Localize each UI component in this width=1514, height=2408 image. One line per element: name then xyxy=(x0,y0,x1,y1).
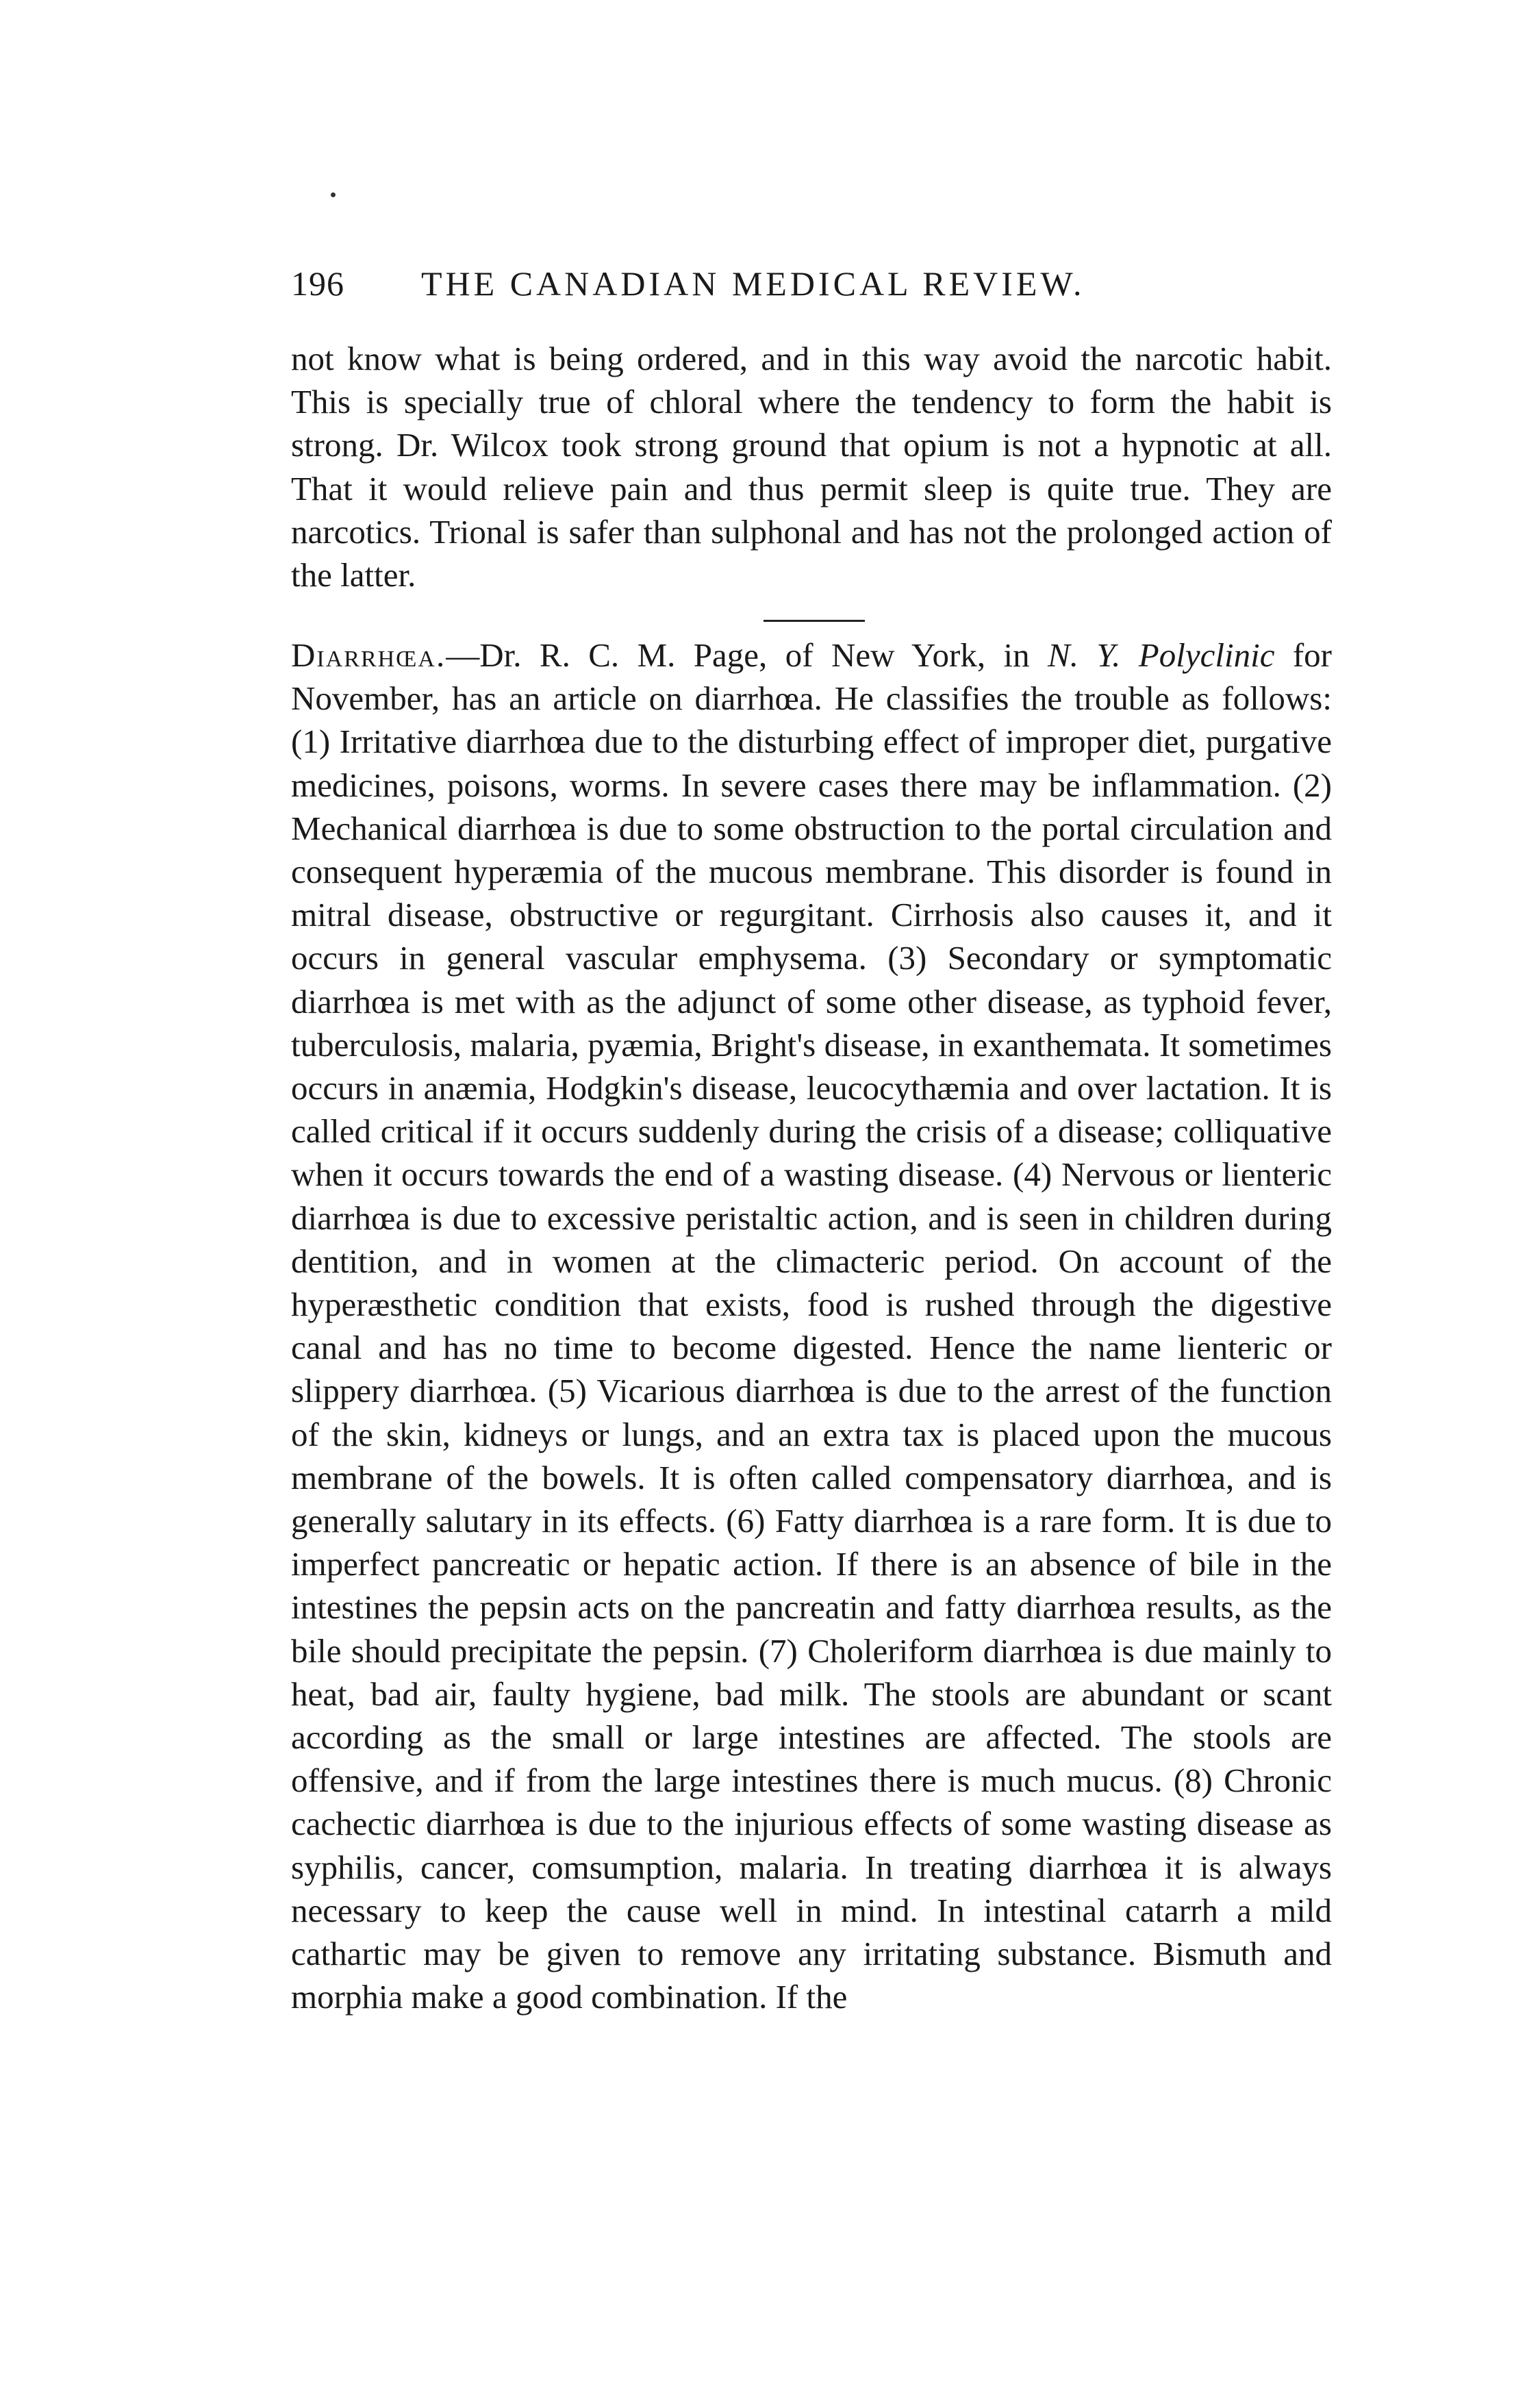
paragraph-diarrhoea xyxy=(291,634,1332,2019)
page-header xyxy=(291,264,1332,312)
paragraph-text: not know what is being ordered, and in this way avoid the narcotic habit. This is specially true of chloral where the tendency to form the habit is strong. Dr. Wilcox took strong ground that opium is not a hypnotic at all. That it would relieve pain and thus permit sleep is quite true. They are narcotics. Trional is safer than sulphonal and has not the prolonged action of the latter. xyxy=(291,340,1332,594)
running-head: THE CANADIAN MEDICAL REVIEW. xyxy=(421,264,1085,303)
paragraph-body xyxy=(291,634,1332,2019)
paragraph-text: for November, has an article on diarrhœa. He classifies the trouble as follows: (1) Irritative diarrhœa due to the disturbing effect of improper diet, purgative medicines, poisons, worms. In severe cases there may be inflammation. (2) Mechanical diarrhœa is due to some obstruction to the portal circulation and consequent hyperæmia of the mucous membrane. This disorder is found in mitral disease, obstructive or regurgitant. Cirrhosis also causes it, and it occurs in general vascular emphysema. (3) Secondary or symptomatic diarrhœa is met with as the adjunct of some other disease, as typhoid fever, tuberculosis, malaria, pyæmia, Bright's disease, in exanthemata. It sometimes occurs in anæmia, Hodgkin's disease, leucocythæmia and over lactation. It is called critical if it occurs suddenly during the crisis of a disease; colliquative when it occurs towards the end of a wasting disease. (4) Nervous or lienteric diarrhœa is due to excessive peristaltic action, and is seen in children during dentition, and in women at the climacteric period. On account of the hyperæsthetic condition that exists, food is rushed through the digestive canal and has no time to become digested. Hence the name lienteric or slippery diarrhœa. (5) Vicarious diarrhœa is due to the arrest of the function of the skin, kidneys or lungs, and an extra tax is placed upon the mucous membrane of the bowels. It is often called compensatory diarrhœa, and is generally salutary in its effects. (6) Fatty diarrhœa is a rare form. It is due to imperfect pancreatic or hepatic action. If there is an absence of bile in the intestines the pepsin acts on the pancreatin and fatty diarrhœa results, as the bile should precipitate the pepsin. (7) Choleriform diarrhœa is due mainly to heat, bad air, faulty hygiene, bad milk. The stools are abundant or scant according as the small or large intestines are affected. The stools are offensive, and if from the large intestines there is much mucus. (8) Chronic cachectic diarrhœa is due to the injurious effects of some wasting disease as syphilis, cancer, comsumption, malaria. In treating diarrhœa it is always necessary to keep the cause well in mind. In intestinal catarrh a mild cathartic may be given to remove any irritating substance. Bismuth and morphia make a good combination. If the xyxy=(291,636,1332,2016)
journal-title: N. Y. Polyclinic xyxy=(1048,636,1275,674)
section-heading: Diarrhœa. xyxy=(291,636,446,674)
author-lead: —Dr. R. C. M. Page, of New York, in xyxy=(446,636,1048,674)
section-divider xyxy=(764,620,865,622)
paragraph-narcotics xyxy=(291,337,1332,597)
scan-speck xyxy=(331,192,336,197)
page-number: 196 xyxy=(291,264,344,303)
